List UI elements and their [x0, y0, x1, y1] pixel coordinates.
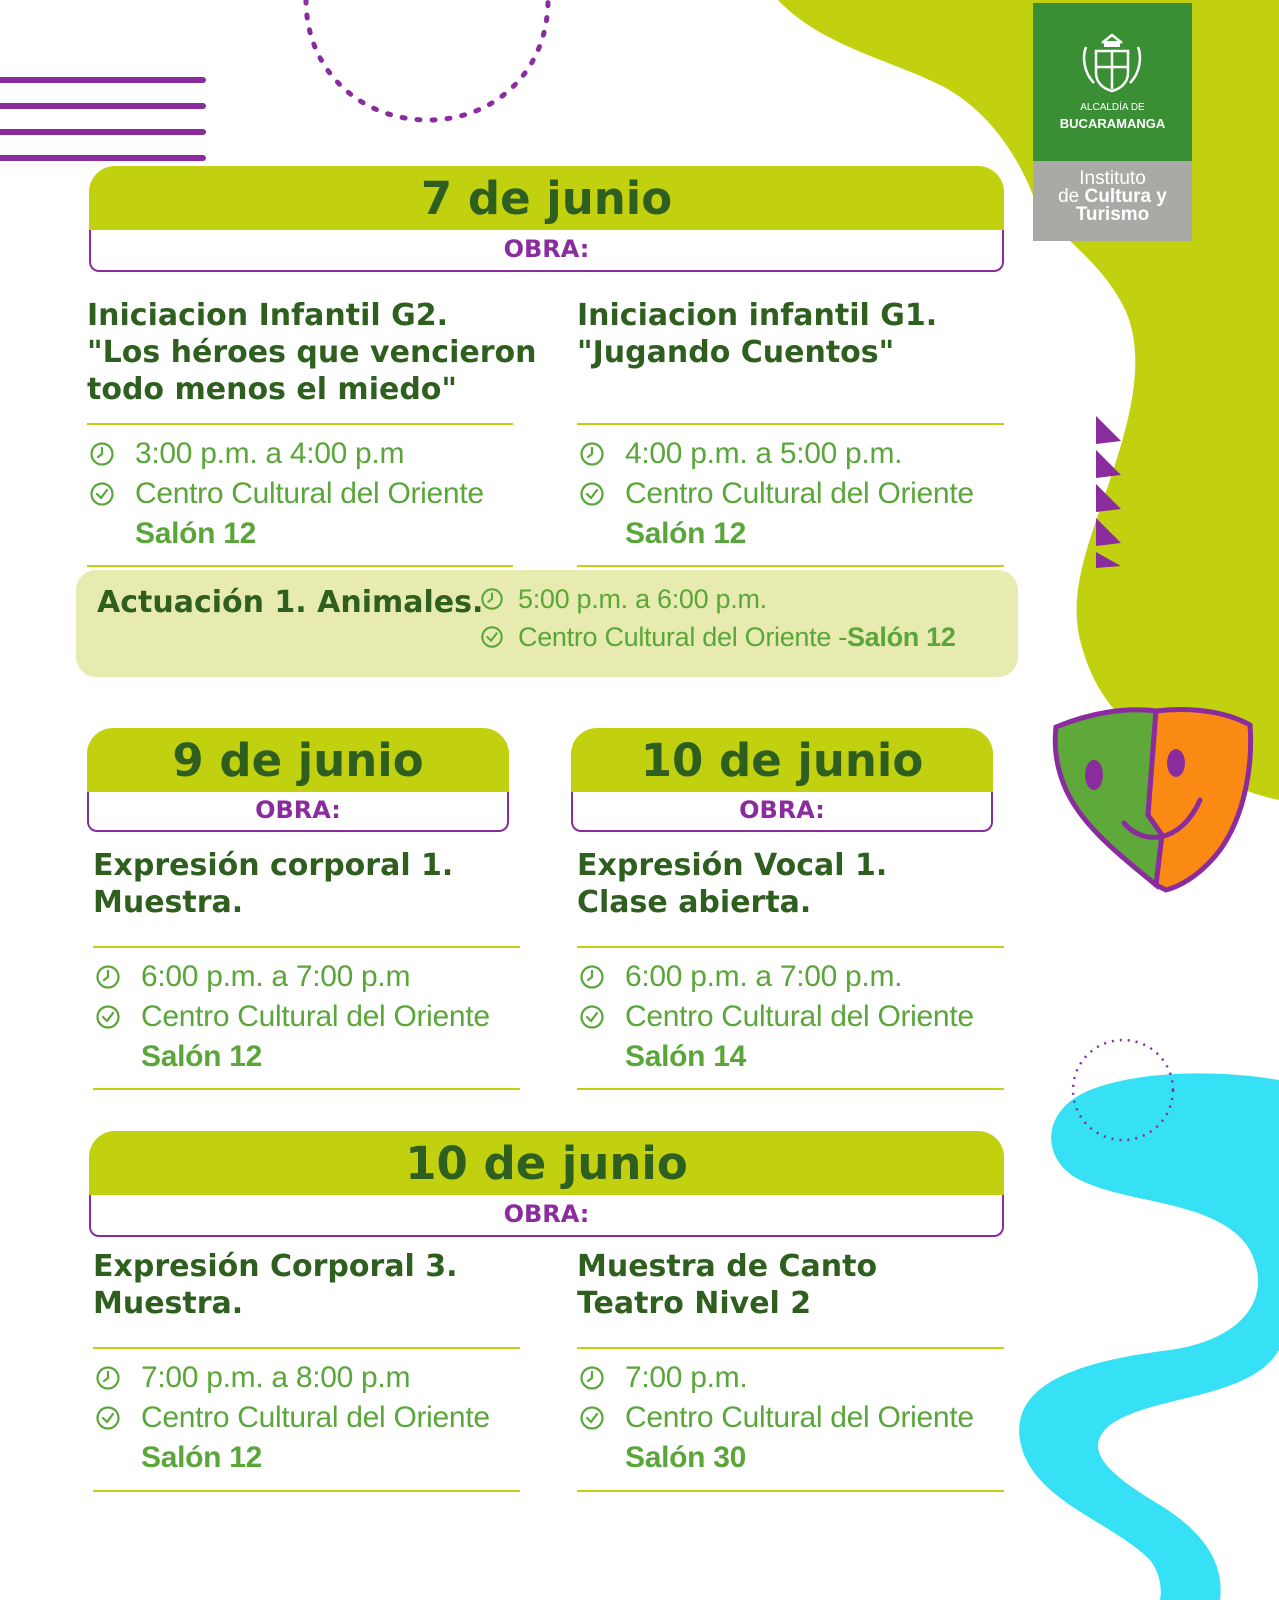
- time-text: 3:00 p.m. a 4:00 p.m: [135, 437, 405, 470]
- date-header: [89, 1131, 1004, 1195]
- date-header: [89, 166, 1004, 230]
- room-text: Salón 30: [625, 1441, 746, 1474]
- divider: [577, 565, 1004, 567]
- check-circle-icon: [480, 625, 504, 649]
- event-title: Iniciacion infantil G1. "Jugando Cuentos": [577, 298, 938, 370]
- venue-text: Centro Cultural del Oriente: [625, 1000, 974, 1033]
- venue-text: Centro Cultural del Oriente: [141, 1000, 490, 1033]
- obra-label: OBRA:: [87, 792, 509, 832]
- divider: [577, 1490, 1004, 1492]
- time-text: 5:00 p.m. a 6:00 p.m.: [518, 584, 767, 614]
- divider: [577, 946, 1004, 948]
- event-venue: [95, 999, 490, 1035]
- divider: [93, 1347, 520, 1349]
- date-label: 9 de junio: [172, 734, 424, 787]
- divider: [87, 423, 513, 425]
- event-venue: [579, 476, 974, 512]
- room-text: Salón 12: [141, 1441, 262, 1474]
- event-time: [579, 1360, 747, 1396]
- institute-logo: [1033, 161, 1192, 241]
- theater-mask-icon: [1050, 705, 1255, 895]
- clock-icon: [579, 441, 605, 467]
- clock-icon: [95, 1365, 121, 1391]
- venue-text: Centro Cultural del Oriente: [135, 477, 484, 510]
- divider: [577, 423, 1004, 425]
- event-title: Iniciacion Infantil G2. "Los héroes que vencieron todo menos el miedo": [87, 298, 537, 407]
- event-time: [95, 959, 410, 995]
- divider: [93, 946, 520, 948]
- event-title: Muestra de Canto Teatro Nivel 2: [577, 1249, 878, 1321]
- divider: [577, 1347, 1004, 1349]
- event-title: Expresión Vocal 1. Clase abierta.: [577, 848, 888, 920]
- event-title: Expresión corporal 1. Muestra.: [93, 848, 454, 920]
- clock-icon: [579, 1365, 605, 1391]
- clock-icon: [480, 587, 504, 611]
- check-circle-icon: [579, 481, 605, 507]
- venue-text: Centro Cultural del Oriente: [141, 1401, 490, 1434]
- time-text: 7:00 p.m.: [625, 1361, 748, 1394]
- check-circle-icon: [579, 1004, 605, 1030]
- check-circle-icon: [95, 1004, 121, 1030]
- date-header: [571, 728, 993, 792]
- event-venue: [89, 476, 484, 512]
- clock-icon: [89, 441, 115, 467]
- institute-cultura: Cultura y: [1084, 186, 1167, 207]
- institute-line3: Turismo: [1075, 204, 1150, 225]
- event-time: [579, 959, 902, 995]
- venue-text: Centro Cultural del Oriente: [625, 1401, 974, 1434]
- alcaldia-label: ALCALDÍA DE: [1080, 102, 1145, 113]
- room-text: Salón 12: [846, 622, 956, 652]
- purple-stripes: [0, 80, 203, 158]
- date-label: 10 de junio: [405, 1137, 688, 1190]
- cyan-wave: [1019, 1073, 1279, 1600]
- obra-label: OBRA:: [89, 230, 1004, 272]
- venue-text: Centro Cultural del Oriente: [625, 477, 974, 510]
- obra-label: OBRA:: [89, 1195, 1004, 1237]
- event-venue: [579, 999, 974, 1035]
- coat-of-arms-icon: [1078, 33, 1146, 95]
- highlight-venue: [480, 619, 956, 655]
- dotted-arc-top: [306, 0, 548, 120]
- event-venue: [579, 1400, 974, 1436]
- room-text: Salón 12: [135, 517, 256, 550]
- obra-label: OBRA:: [571, 792, 993, 832]
- time-text: 6:00 p.m. a 7:00 p.m: [141, 960, 411, 993]
- institute-line1: Instituto: [1079, 168, 1146, 189]
- event-time: [579, 436, 902, 472]
- check-circle-icon: [95, 1405, 121, 1431]
- check-circle-icon: [579, 1405, 605, 1431]
- highlight-time: [480, 581, 767, 617]
- divider: [577, 1088, 1004, 1090]
- lime-blob: [778, 0, 1279, 800]
- event-time: [89, 436, 404, 472]
- time-text: 6:00 p.m. a 7:00 p.m.: [625, 960, 903, 993]
- event-venue: [95, 1400, 490, 1436]
- event-time: [95, 1360, 410, 1396]
- divider: [93, 1490, 520, 1492]
- institute-de: de: [1058, 186, 1080, 207]
- room-text: Salón 14: [625, 1040, 746, 1073]
- divider: [93, 1088, 520, 1090]
- clock-icon: [579, 964, 605, 990]
- event-title: Expresión Corporal 3. Muestra.: [93, 1249, 458, 1321]
- alcaldia-logo: [1033, 3, 1192, 161]
- clock-icon: [95, 964, 121, 990]
- room-text: Salón 12: [141, 1040, 262, 1073]
- time-text: 7:00 p.m. a 8:00 p.m: [141, 1361, 411, 1394]
- date-label: 7 de junio: [420, 172, 673, 225]
- room-text: Salón 12: [625, 517, 746, 550]
- time-text: 4:00 p.m. a 5:00 p.m.: [625, 437, 903, 470]
- highlight-title: Actuación 1. Animales.: [97, 585, 484, 620]
- date-label: 10 de junio: [640, 734, 924, 787]
- check-circle-icon: [89, 481, 115, 507]
- date-header: [87, 728, 509, 792]
- venue-text: Centro Cultural del Oriente -: [518, 622, 847, 652]
- divider: [87, 565, 513, 567]
- city-label: BUCARAMANGA: [1059, 116, 1166, 131]
